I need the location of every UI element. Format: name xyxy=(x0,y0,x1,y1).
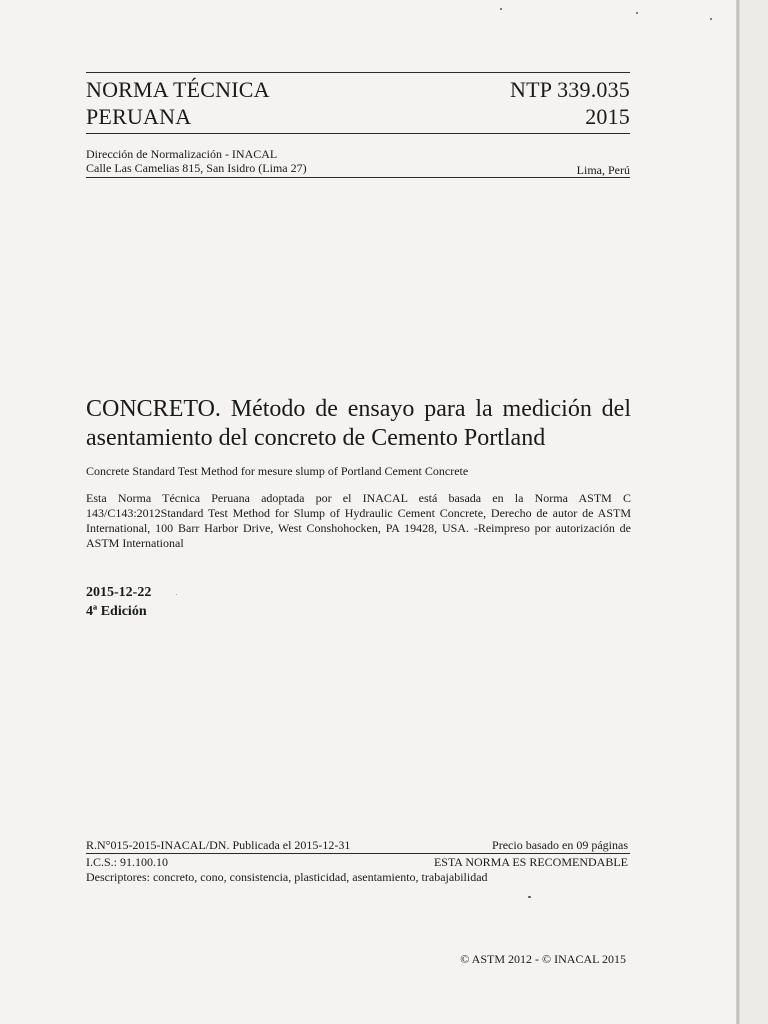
peruana-heading: PERUANA xyxy=(86,104,192,129)
price-text: Precio basado en 09 páginas xyxy=(492,838,628,852)
document-title-line-2: asentamiento del concreto de Cemento Portland xyxy=(86,425,546,451)
header-bottom-rule xyxy=(86,133,630,134)
scan-speck xyxy=(636,12,638,14)
standard-year: 2015 xyxy=(585,104,630,129)
resolution-text: R.N°015-2015-INACAL/DN. Publicada el 2015-12-31 xyxy=(86,838,351,852)
page-edge-shadow xyxy=(740,0,768,1024)
address-line-2: Calle Las Camelias 815, San Isidro (Lima 27) xyxy=(86,161,307,175)
address-line-1: Dirección de Normalización - INACAL xyxy=(86,147,278,161)
footer-rule xyxy=(86,853,630,854)
page-edge xyxy=(736,0,740,1024)
scan-speck xyxy=(176,594,177,595)
english-title: Concrete Standard Test Method for mesure slump of Portland Cement Concrete xyxy=(86,464,469,478)
scan-speck xyxy=(500,8,502,10)
norma-tecnica-heading: NORMA TÉCNICA xyxy=(86,77,270,102)
scan-speck xyxy=(710,18,712,20)
edition: 4ª Edición xyxy=(86,604,147,619)
standard-code: NTP 339.035 xyxy=(510,77,630,102)
address-city: Lima, Perú xyxy=(576,163,630,177)
header-top-rule xyxy=(86,72,630,73)
scan-speck xyxy=(528,896,531,898)
recommendation-text: ESTA NORMA ES RECOMENDABLE xyxy=(433,855,628,869)
publication-date: 2015-12-22 xyxy=(86,585,152,600)
ics-code: I.C.S.: 91.100.10 xyxy=(86,855,169,869)
adoption-paragraph: Esta Norma Técnica Peruana adoptada por el INACAL está basada en la Norma ASTM C 143/C143:2012Standard Test Method for Slump of Hydraulic Cement Concrete, Derecho de autor de ASTM International, 100 Barr Harbor Drive, West Conshohocken, PA 19428, USA. -Reimpreso por autorización de ASTM International xyxy=(86,491,631,550)
copyright-text: © ASTM 2012 - © INACAL 2015 xyxy=(460,952,626,966)
document-title-line-1: CONCRETO. Método de ensayo para la medición del xyxy=(86,396,631,422)
address-rule xyxy=(86,177,630,178)
descriptors-text: Descriptores: concreto, cono, consistencia, plasticidad, asentamiento, trabajabilidad xyxy=(86,870,488,884)
